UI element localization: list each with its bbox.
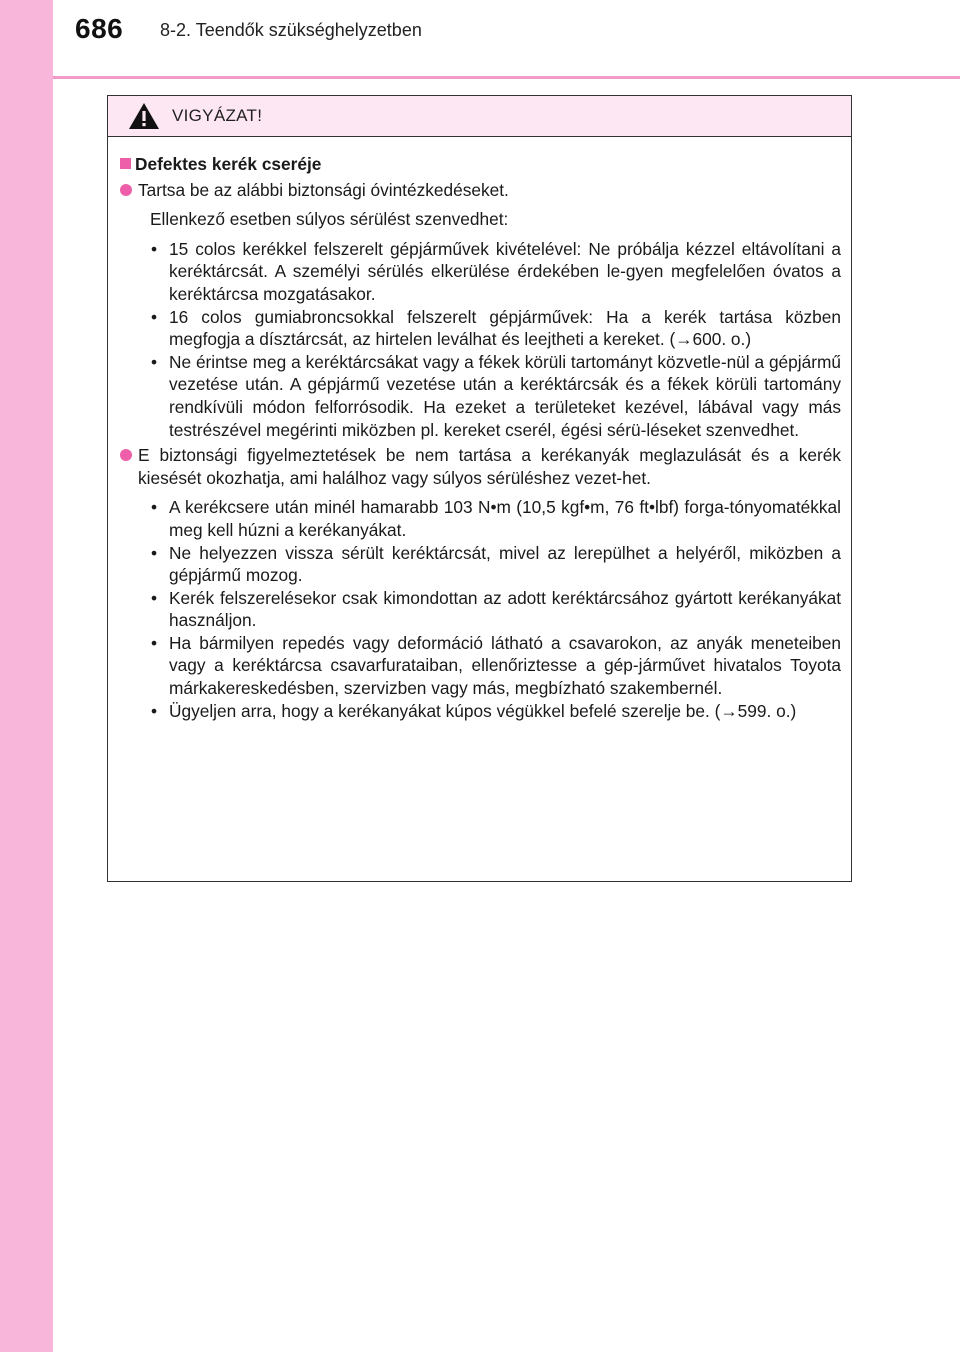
- page-number: 686: [75, 13, 124, 44]
- bullet-dot-icon: •: [151, 632, 158, 653]
- list-item-text: E biztonsági figyelmeztetések be nem tartása a kerékanyák meglazulását és a kerék kiesését okozhatja, ami halálhoz vagy súlyos sérüléshez vezet-het.: [138, 445, 841, 488]
- header-rule: [53, 76, 960, 79]
- bullet-dot-icon: •: [151, 700, 158, 721]
- list-item: [120, 444, 841, 489]
- section-heading: [120, 153, 841, 176]
- page-edge-tab: [0, 0, 53, 1352]
- list-item: [120, 179, 841, 202]
- bullet-text: 16 colos gumiabroncsokkal felszerelt gépjárművek: Ha a kerék tartása közben megfogja a dísztárcsát, az hirtelen leválhat és leejtheti a kereket. (→600. o.): [169, 306, 841, 350]
- follow-paragraph: Ellenkező esetben súlyos sérülést szenvedhet:: [150, 209, 509, 230]
- bullet-item: [150, 306, 841, 351]
- bullet-dot-icon: •: [151, 542, 158, 563]
- bullet-text: Ne helyezzen vissza sérült keréktárcsát, mivel az lerepülhet a helyéről, miközben a gépjármű mozog.: [169, 542, 841, 586]
- bullet-text: Ha bármilyen repedés vagy deformáció látható a csavarokon, az anyák meneteiben vagy a keréktárcsa csavarfurataiban, ellenőriztesse a gép-járművet hivatalos Toyota márkakereskedésben, szervizben vagy más, megbízható szakembernél.: [169, 632, 841, 699]
- circle-bullet-icon: [120, 184, 132, 196]
- bullet-text: Kerék felszerelésekor csak kimondottan az adott keréktárcsához gyártott kerékanyákat használjon.: [169, 587, 841, 631]
- circle-bullet-icon: [120, 449, 132, 461]
- list-item-text: Tartsa be az alábbi biztonsági óvintézkedéseket.: [138, 179, 509, 200]
- running-header: 8-2. Teendők szükséghelyzetben: [160, 20, 422, 40]
- warning-title: VIGYÁZAT!: [172, 106, 263, 125]
- warning-box: [107, 95, 852, 882]
- warning-body: [108, 137, 851, 722]
- bullet-item: [150, 542, 841, 587]
- bullet-item: [150, 632, 841, 700]
- bullet-dot-icon: •: [151, 587, 158, 608]
- bullet-item: [150, 496, 841, 541]
- bullet-dot-icon: •: [151, 351, 158, 372]
- bullet-list: [150, 496, 841, 722]
- bullet-item: [150, 351, 841, 441]
- warning-triangle-icon: [128, 102, 160, 130]
- bullet-item: [150, 238, 841, 306]
- bullet-item: [150, 587, 841, 632]
- square-bullet-icon: [120, 158, 131, 169]
- bullet-dot-icon: •: [151, 306, 158, 327]
- bullet-list: [150, 238, 841, 441]
- bullet-dot-icon: •: [151, 238, 158, 259]
- bullet-text: A kerékcsere után minél hamarabb 103 N•m (10,5 kgf•m, 76 ft•lbf) forga-tónyomatékkal meg kell húzni a kerékanyákat.: [169, 497, 841, 540]
- bullet-text: 15 colos kerékkel felszerelt gépjárművek kivételével: Ne próbálja kézzel eltávolítani a keréktárcsát. A személyi sérülés elkerülése érdekében le-gyen megfelelően óvatos a keréktárcsa mozgatásakor.: [169, 238, 841, 304]
- bullet-item: [150, 700, 841, 723]
- warning-header: [108, 96, 851, 137]
- section-heading-text: Defektes kerék cseréje: [135, 154, 322, 174]
- bullet-text: Ügyeljen arra, hogy a kerékanyákat kúpos végükkel befelé szerelje be. (→599. o.): [169, 700, 797, 721]
- bullet-text: Ne érintse meg a keréktárcsákat vagy a fékek körüli tartományt közvetle-nül a gépjármű vezetése után. A gépjármű vezetése után a keréktárcsák és a fékek körüli tartomány rendkívüli módon felforrósodik. Ha ezeket a területeket kezével, lábával vagy más testrészével megérinti miközben pl. kereket cserél, égési sérü-léseket szenvedhet.: [169, 351, 841, 440]
- bullet-dot-icon: •: [151, 497, 158, 518]
